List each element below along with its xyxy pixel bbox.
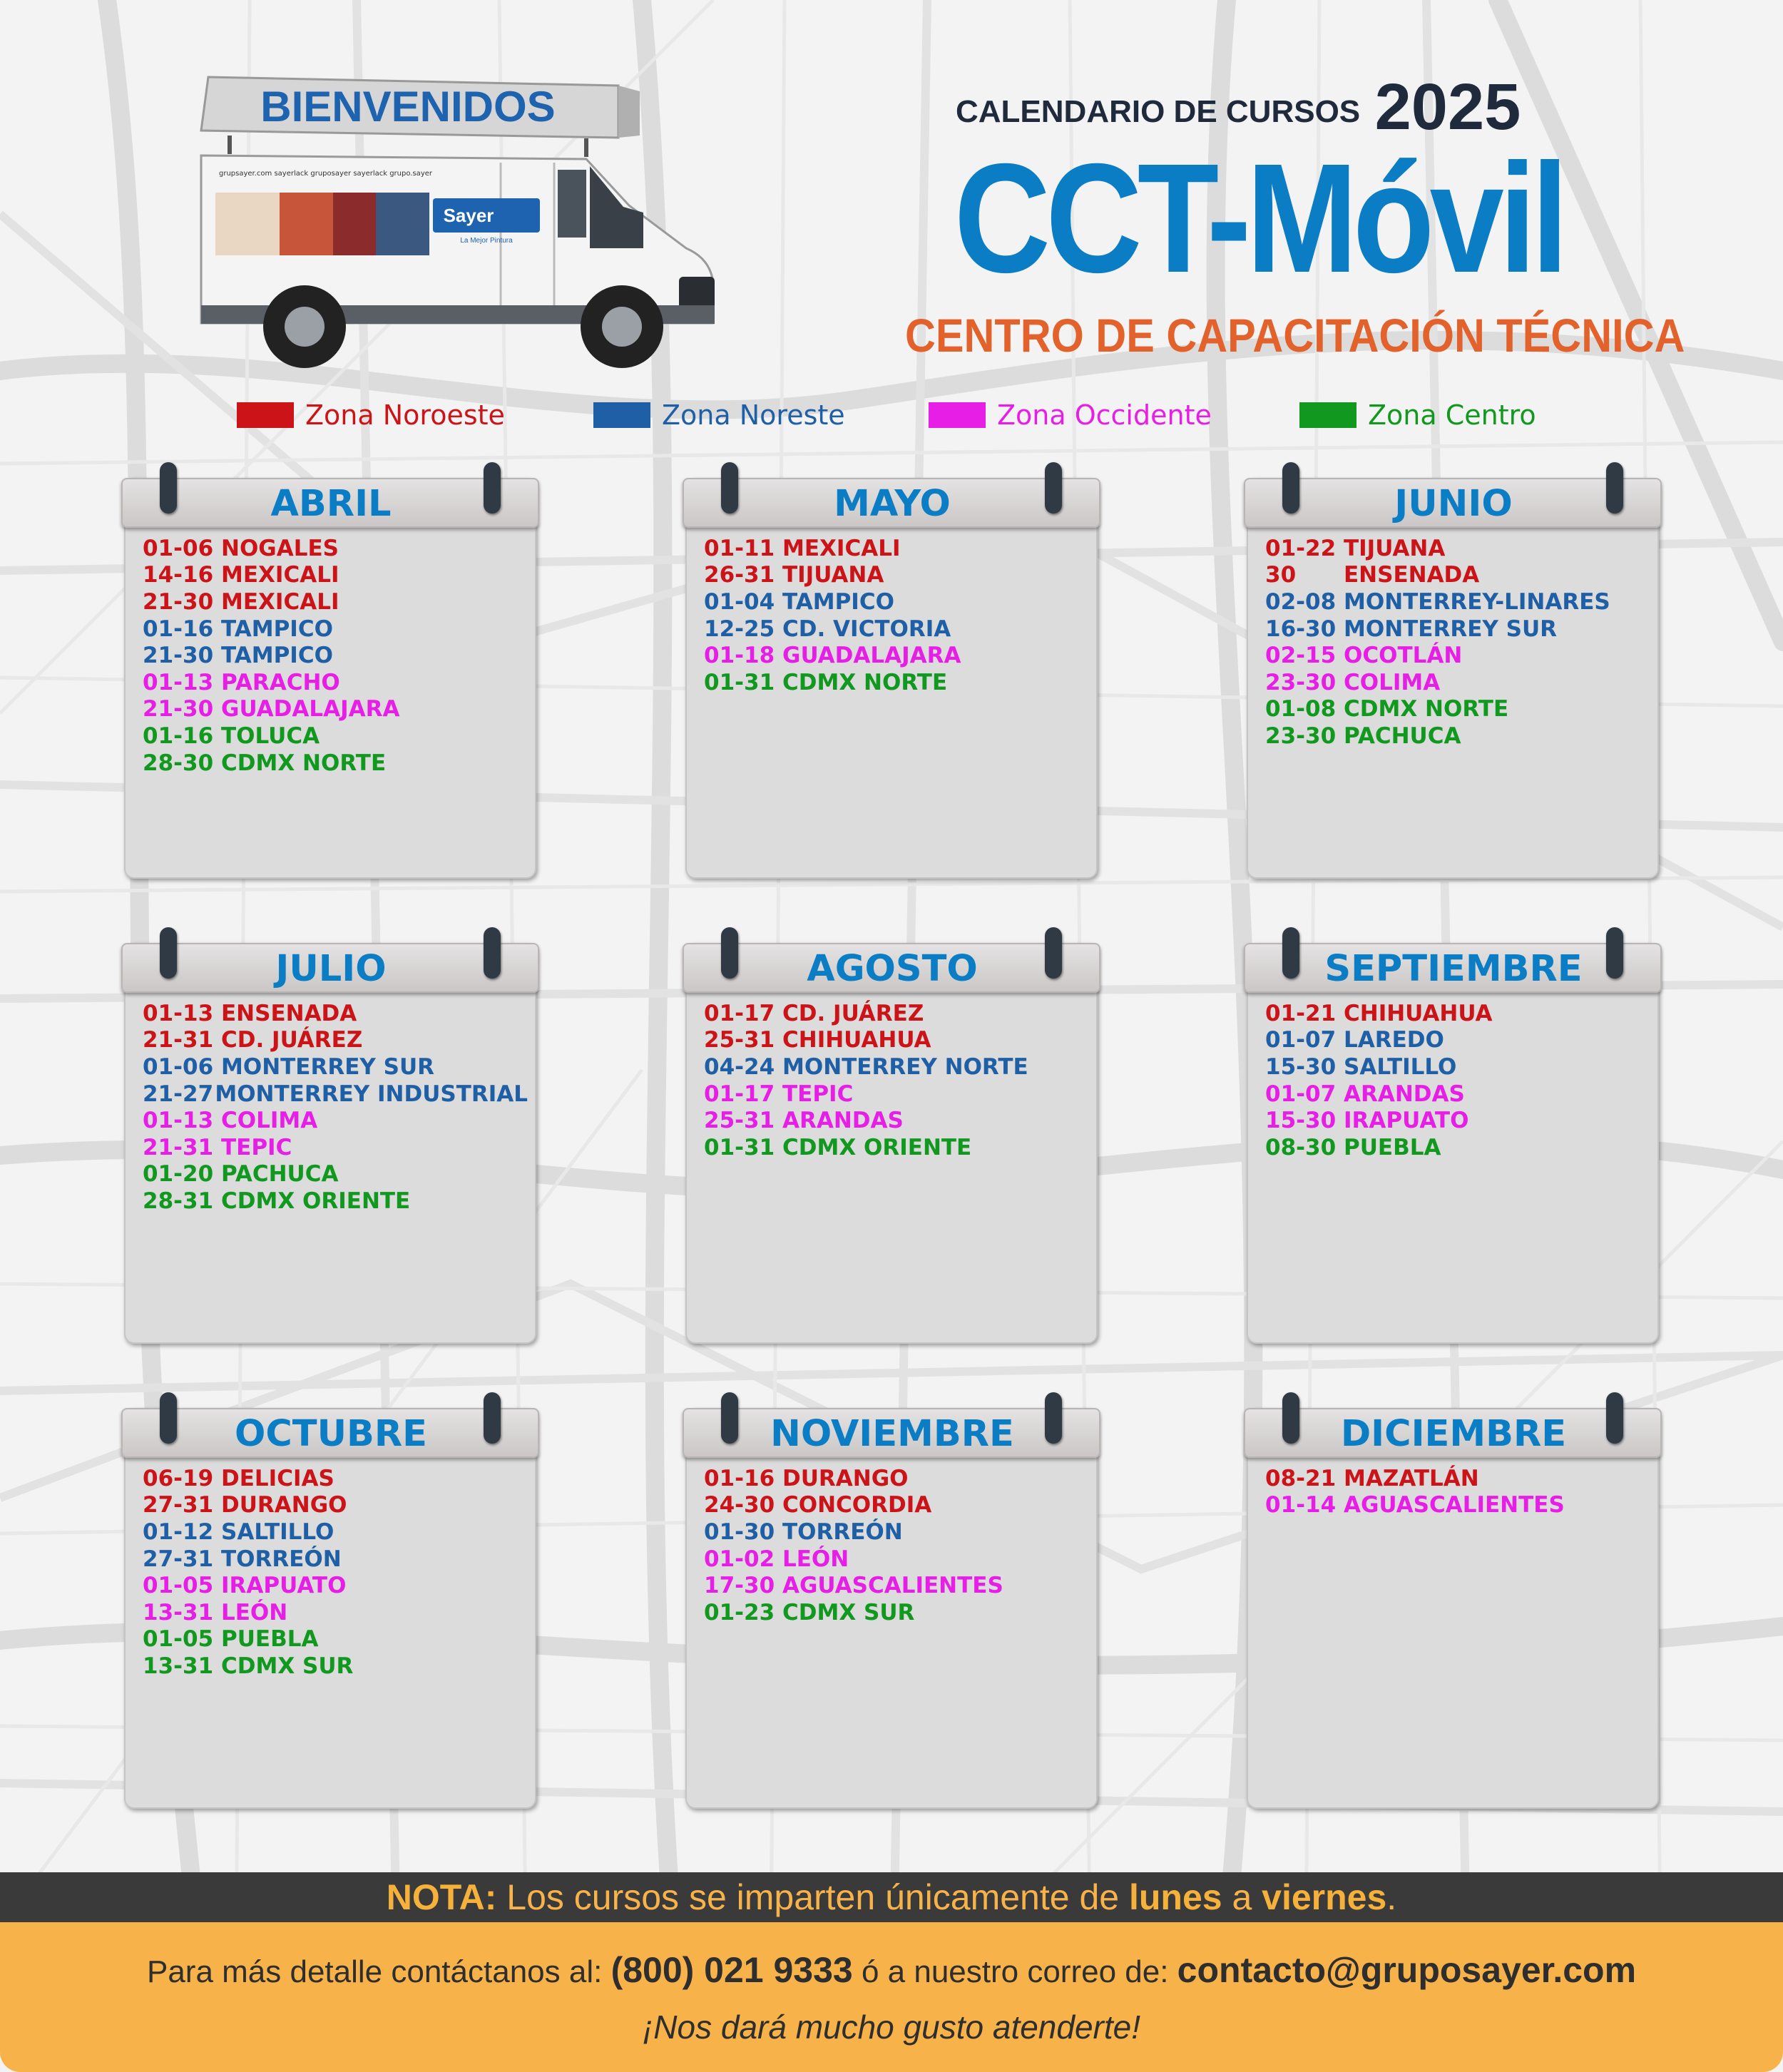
course-city: ARANDAS	[782, 1108, 904, 1134]
svg-text:La Mejor Pintura: La Mejor Pintura	[460, 237, 513, 245]
course-entry	[143, 1000, 528, 1027]
legend-label: Zona Occidente	[997, 399, 1212, 431]
course-dates: 01-11	[704, 535, 775, 561]
course-dates: 21-30	[143, 588, 214, 615]
course-dates: 23-30	[1265, 723, 1337, 749]
course-dates: 27-31	[143, 1492, 214, 1519]
course-city: IRAPUATO	[221, 1573, 347, 1599]
course-dates: 13-31	[143, 1599, 214, 1626]
contact-email[interactable]: contacto@gruposayer.com	[1177, 1950, 1637, 1990]
course-city: CDMX SUR	[221, 1653, 354, 1679]
course-list	[704, 1000, 1089, 1161]
course-city: CD. JUÁREZ	[782, 1000, 924, 1026]
course-list	[1265, 1000, 1650, 1161]
course-list	[143, 535, 528, 776]
course-dates: 01-30	[704, 1519, 775, 1545]
course-entry	[143, 1653, 528, 1680]
course-dates: 15-30	[1265, 1108, 1337, 1134]
legend-label: Zona Noreste	[662, 399, 845, 431]
legend-item-centro	[1299, 394, 1536, 437]
course-dates: 01-16	[143, 723, 214, 749]
course-dates: 01-02	[704, 1546, 775, 1572]
course-city: ENSENADA	[1344, 562, 1480, 588]
month-name: DICIEMBRE	[1340, 1413, 1567, 1455]
month-name: NOVIEMBRE	[770, 1413, 1014, 1455]
month-name: ABRIL	[270, 483, 392, 525]
month-card-agosto	[685, 927, 1099, 1342]
course-dates: 12-25	[704, 616, 775, 642]
course-dates: 02-08	[1265, 588, 1337, 615]
course-dates: 01-07	[1265, 1027, 1337, 1053]
course-dates: 15-30	[1265, 1053, 1337, 1080]
month-card-abril	[124, 462, 538, 877]
course-entry	[143, 562, 528, 589]
note-text: Los cursos se imparten únicamente de	[496, 1877, 1129, 1917]
calendar-heading	[956, 63, 1521, 143]
course-dates: 01-06	[143, 1053, 214, 1080]
course-city: DELICIAS	[221, 1465, 334, 1491]
course-list	[704, 535, 1089, 696]
legend-item-noreste	[593, 394, 845, 437]
course-dates: 08-21	[1265, 1465, 1337, 1491]
month-name: JULIO	[275, 948, 387, 990]
course-entry	[143, 1546, 528, 1573]
course-dates: 26-31	[704, 562, 775, 588]
legend-swatch	[929, 402, 986, 428]
course-entry	[143, 1134, 528, 1161]
month-card-diciembre	[1247, 1392, 1660, 1807]
course-entry	[1265, 1027, 1650, 1054]
course-city: GUADALAJARA	[221, 696, 400, 723]
course-dates: 01-17	[704, 1000, 775, 1026]
course-dates: 30	[1265, 562, 1297, 588]
contact-middle: ó a nuestro correo de:	[852, 1954, 1177, 1989]
note-day-friday: viernes	[1262, 1877, 1387, 1917]
course-dates: 01-13	[143, 1108, 214, 1134]
course-city: CDMX NORTE	[221, 750, 387, 776]
course-entry	[1265, 696, 1650, 723]
course-dates: 01-06	[143, 535, 214, 561]
course-entry	[1265, 1134, 1650, 1161]
course-city: TOLUCA	[221, 723, 320, 749]
course-entry	[143, 1519, 528, 1546]
month-name: OCTUBRE	[235, 1413, 427, 1455]
course-city: TAMPICO	[221, 616, 333, 642]
course-dates: 21-30	[143, 696, 214, 723]
course-entry	[1265, 1081, 1650, 1108]
course-dates: 25-31	[704, 1108, 775, 1134]
course-entry	[1265, 1492, 1650, 1519]
course-entry	[143, 750, 528, 777]
course-dates: 01-05	[143, 1626, 214, 1653]
month-name: AGOSTO	[807, 948, 978, 990]
month-card-julio	[124, 927, 538, 1342]
calendar-year: 2025	[1374, 71, 1521, 143]
course-city: PARACHO	[221, 669, 340, 695]
course-entry	[704, 1081, 1089, 1108]
course-dates: 01-12	[143, 1519, 214, 1545]
course-dates: 01-04	[704, 588, 775, 615]
course-entry	[143, 1053, 528, 1081]
course-city: DURANGO	[221, 1492, 347, 1519]
course-dates: 01-20	[143, 1161, 214, 1188]
course-city: ARANDAS	[1344, 1081, 1465, 1107]
course-entry	[143, 1572, 528, 1599]
course-entry	[704, 616, 1089, 643]
course-city: LAREDO	[1344, 1027, 1444, 1053]
course-entry	[143, 1027, 528, 1054]
course-entry	[143, 588, 528, 616]
course-entry	[143, 1599, 528, 1626]
van-illustration	[187, 70, 729, 384]
van-social-text: grupsayer.com sayerlack gruposayer sayerlack grupo.sayer	[219, 170, 432, 178]
course-city: TIJUANA	[1344, 535, 1446, 561]
month-card-septiembre	[1247, 927, 1660, 1342]
van-brand-text: Sayer	[443, 205, 494, 226]
legend-label: Zona Noroeste	[305, 399, 505, 431]
thanks-message: ¡Nos dará mucho gusto atenderte!	[642, 2009, 1141, 2046]
course-city: COLIMA	[221, 1108, 318, 1134]
course-dates: 16-30	[1265, 616, 1337, 642]
course-entry	[704, 669, 1089, 696]
course-city: OCOTLÁN	[1344, 643, 1463, 669]
contact-line	[0, 1949, 1783, 1991]
course-dates: 01-16	[143, 616, 214, 642]
course-entry	[143, 642, 528, 669]
course-city: LEÓN	[782, 1546, 849, 1572]
note-bar: NOTA: Los cursos se imparten únicamente de lunes a viernes.	[0, 1872, 1783, 1922]
course-entry	[143, 616, 528, 643]
course-entry	[704, 642, 1089, 669]
course-dates: 06-19	[143, 1465, 214, 1491]
course-city: CDMX NORTE	[782, 669, 948, 695]
main-title: CCT-Móvil	[954, 132, 1564, 305]
zone-legend	[0, 394, 1783, 437]
course-entry	[704, 1053, 1089, 1081]
month-name: MAYO	[834, 483, 951, 525]
course-city: IRAPUATO	[1344, 1108, 1469, 1134]
course-city: LEÓN	[221, 1599, 288, 1626]
course-list	[143, 1465, 528, 1680]
course-dates: 01-17	[704, 1081, 775, 1107]
month-card-octubre	[124, 1392, 538, 1807]
course-city: PUEBLA	[1344, 1134, 1441, 1160]
course-list	[1265, 1465, 1650, 1519]
course-entry	[143, 1626, 528, 1653]
course-entry	[143, 1107, 528, 1134]
course-entry	[1265, 562, 1650, 589]
course-list	[143, 1000, 528, 1215]
course-city: MONTERREY NORTE	[782, 1053, 1028, 1080]
course-dates: 01-22	[1265, 535, 1337, 561]
course-city: TIJUANA	[782, 562, 884, 588]
phone-number[interactable]: (800) 021 9333	[610, 1950, 853, 1990]
course-dates: 01-05	[143, 1573, 214, 1599]
course-entry	[143, 1492, 528, 1519]
course-entry	[704, 1000, 1089, 1027]
course-city: AGUASCALIENTES	[782, 1573, 1003, 1599]
course-city: TORREÓN	[782, 1519, 903, 1545]
course-entry	[704, 1492, 1089, 1519]
course-entry	[143, 535, 528, 562]
course-city: COLIMA	[1344, 669, 1441, 695]
legend-swatch	[237, 402, 294, 428]
month-card-mayo	[685, 462, 1099, 877]
course-city: CD. JUÁREZ	[221, 1027, 363, 1053]
course-entry	[1265, 1053, 1650, 1081]
course-list	[1265, 535, 1650, 750]
course-city: TAMPICO	[221, 643, 333, 669]
course-entry	[1265, 535, 1650, 562]
course-city: SALTILLO	[1344, 1053, 1457, 1080]
course-dates: 21-27	[143, 1081, 214, 1107]
course-dates: 01-23	[704, 1599, 775, 1626]
course-dates: 24-30	[704, 1492, 775, 1519]
note-label: NOTA:	[386, 1877, 497, 1917]
legend-item-noroeste	[237, 394, 505, 437]
course-city: MAZATLÁN	[1344, 1465, 1479, 1491]
course-dates: 01-13	[143, 1000, 214, 1026]
course-dates: 01-21	[1265, 1000, 1337, 1026]
course-city: CDMX ORIENTE	[782, 1134, 972, 1160]
course-entry	[143, 1161, 528, 1188]
course-city: NOGALES	[221, 535, 339, 561]
course-city: AGUASCALIENTES	[1344, 1492, 1565, 1519]
course-entry	[704, 1465, 1089, 1492]
course-dates: 14-16	[143, 562, 214, 588]
course-city: TEPIC	[782, 1081, 854, 1107]
course-city: TEPIC	[221, 1134, 292, 1160]
course-city: CDMX SUR	[782, 1599, 915, 1626]
course-entry	[704, 1519, 1089, 1546]
month-card-noviembre	[685, 1392, 1099, 1807]
course-dates: 25-31	[704, 1027, 775, 1053]
course-dates: 27-31	[143, 1546, 214, 1572]
course-entry	[1265, 1107, 1650, 1134]
legend-item-occidente	[929, 394, 1212, 437]
course-entry	[1265, 642, 1650, 669]
course-city: PACHUCA	[1344, 723, 1461, 749]
course-entry	[704, 1134, 1089, 1161]
course-city: CD. VICTORIA	[782, 616, 951, 642]
course-entry	[1265, 669, 1650, 696]
course-entry	[704, 1027, 1089, 1054]
legend-swatch	[1299, 402, 1357, 428]
course-city: MEXICALI	[221, 562, 339, 588]
course-city: DURANGO	[782, 1465, 909, 1491]
course-dates: 28-31	[143, 1188, 214, 1214]
contact-bar	[0, 1922, 1783, 2072]
course-entry	[1265, 616, 1650, 643]
course-city: PUEBLA	[221, 1626, 319, 1653]
course-city: TORREÓN	[221, 1546, 342, 1572]
course-entry	[704, 535, 1089, 562]
course-list	[704, 1465, 1089, 1626]
course-city: TAMPICO	[782, 588, 894, 615]
course-dates: 04-24	[704, 1053, 775, 1080]
course-entry	[1265, 1000, 1650, 1027]
calendar-title: CALENDARIO DE CURSOS	[956, 94, 1361, 129]
course-entry	[1265, 723, 1650, 750]
course-entry	[1265, 588, 1650, 616]
course-entry	[1265, 1465, 1650, 1492]
course-entry	[143, 1081, 528, 1108]
month-card-junio	[1247, 462, 1660, 877]
subtitle: CENTRO DE CAPACITACIÓN TÉCNICA	[905, 309, 1685, 362]
course-city: CDMX ORIENTE	[221, 1188, 411, 1214]
course-city: CDMX NORTE	[1344, 696, 1509, 723]
month-name: SEPTIEMBRE	[1324, 948, 1583, 990]
course-entry	[704, 1599, 1089, 1626]
course-entry	[704, 1572, 1089, 1599]
course-city: MONTERREY SUR	[1344, 616, 1557, 642]
course-entry	[143, 1465, 528, 1492]
course-city: CHIHUAHUA	[782, 1027, 931, 1053]
course-dates: 21-30	[143, 643, 214, 669]
course-dates: 23-30	[1265, 669, 1337, 695]
course-dates: 01-08	[1265, 696, 1337, 723]
course-entry	[704, 1546, 1089, 1573]
course-dates: 21-31	[143, 1027, 214, 1053]
course-entry	[704, 1107, 1089, 1134]
course-dates: 13-31	[143, 1653, 214, 1679]
course-city: CHIHUAHUA	[1344, 1000, 1493, 1026]
course-city: PACHUCA	[221, 1161, 339, 1188]
course-city: MONTERREY-LINARES	[1344, 588, 1610, 615]
course-dates: 28-30	[143, 750, 214, 776]
course-dates: 01-14	[1265, 1492, 1337, 1519]
course-city: MEXICALI	[221, 588, 339, 615]
course-dates: 01-18	[704, 643, 775, 669]
legend-label: Zona Centro	[1368, 399, 1536, 431]
month-name: JUNIO	[1394, 483, 1513, 525]
course-entry	[143, 1188, 528, 1215]
course-dates: 01-31	[704, 1134, 775, 1160]
note-day-monday: lunes	[1128, 1877, 1222, 1917]
course-city: SALTILLO	[221, 1519, 334, 1545]
course-city: GUADALAJARA	[782, 643, 961, 669]
legend-swatch	[593, 402, 650, 428]
course-entry	[143, 669, 528, 696]
course-city: ENSENADA	[221, 1000, 357, 1026]
course-entry	[143, 723, 528, 750]
course-dates: 01-16	[704, 1465, 775, 1491]
course-city: MONTERREY SUR	[221, 1053, 434, 1080]
course-dates: 08-30	[1265, 1134, 1337, 1160]
course-city: MONTERREY INDUSTRIAL	[215, 1081, 528, 1107]
course-dates: 01-31	[704, 669, 775, 695]
course-city: CONCORDIA	[782, 1492, 932, 1519]
course-dates: 17-30	[704, 1573, 775, 1599]
contact-prefix: Para más detalle contáctanos al:	[146, 1954, 611, 1989]
course-dates: 01-13	[143, 669, 214, 695]
course-dates: 01-07	[1265, 1081, 1337, 1107]
course-entry	[143, 696, 528, 723]
course-dates: 02-15	[1265, 643, 1337, 669]
course-entry	[704, 562, 1089, 589]
course-city: MEXICALI	[782, 535, 901, 561]
course-dates: 21-31	[143, 1134, 214, 1160]
van-banner-text: BIENVENIDOS	[260, 83, 556, 131]
course-entry	[704, 588, 1089, 616]
